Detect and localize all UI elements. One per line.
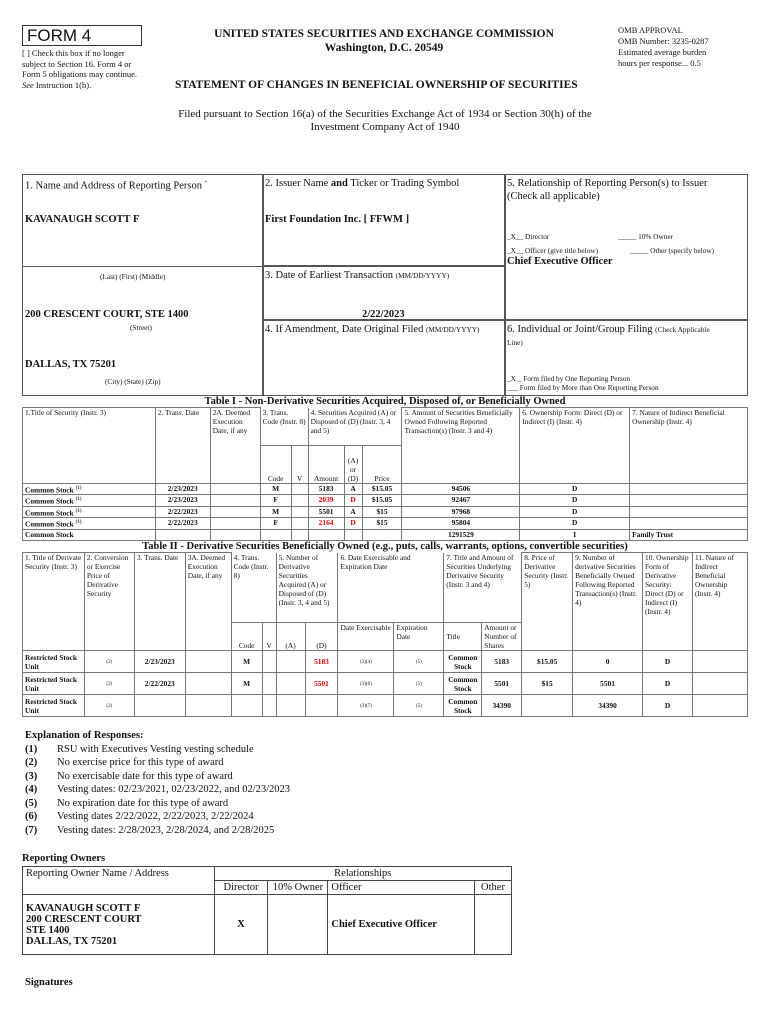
t1-sub-amount: Amount <box>308 446 344 484</box>
footnote-ref[interactable]: (3)(4) <box>360 660 372 665</box>
officer-title: Chief Executive Officer <box>507 256 613 267</box>
t1-price: $15.05 <box>362 495 402 506</box>
t2-d: 5183 <box>305 651 338 673</box>
t2-title: Restricted Stock Unit <box>23 695 85 717</box>
explanation-block <box>25 729 290 837</box>
t2-utitle: Common Stock <box>444 651 482 673</box>
t1-form: I <box>520 529 630 540</box>
agency-name: UNITED STATES SECURITIES AND EXCHANGE COMMISSION Washington, D.C. 20549 <box>214 28 554 54</box>
t1-date: 2/23/2023 <box>155 484 210 495</box>
t2-sub-exp: Expiration Date <box>394 623 444 651</box>
t1-owned: 95804 <box>402 518 520 529</box>
t1-form: D <box>520 484 630 495</box>
earliest-date: 2/22/2023 <box>362 309 405 320</box>
footnote-item: (1) RSU with Executives Vesting vesting schedule <box>25 743 254 755</box>
t2-price <box>522 695 573 717</box>
t1-price: $15 <box>362 518 402 529</box>
t1-title: Common Stock $^{(1)}$ <box>23 506 156 517</box>
filing-option-one: _X _ Form filed by One Reporting Person <box>507 374 631 383</box>
t2-a <box>276 695 305 717</box>
t1-title: Common Stock $^{(1)}$ <box>23 518 156 529</box>
t2-h10: 10. Ownership Form of Derivative Security: Direct (D) or Indirect (I) (Instr. 4) <box>643 553 693 651</box>
t2-sub-a: (A) <box>276 623 305 651</box>
footnote-ref[interactable]: (3)(7) <box>360 704 372 709</box>
t1-ad: D <box>344 495 362 506</box>
footnote-item: (3) No exercisable date for this type of award <box>25 770 233 782</box>
t1-nature <box>630 518 748 529</box>
t2-owned: 5501 <box>573 673 643 695</box>
t2-form: D <box>643 651 693 673</box>
t1-code <box>260 529 291 540</box>
t1-nature <box>630 495 748 506</box>
footnote-item: (2) No exercise price for this type of award <box>25 757 224 768</box>
t1-amount: 2164 <box>308 518 344 529</box>
t2-date: 2/23/2023 <box>134 651 185 673</box>
t1-owned: 92467 <box>402 495 520 506</box>
t1-ad <box>344 529 362 540</box>
t1-form: D <box>520 506 630 517</box>
t2-row <box>23 673 748 695</box>
t1-amount: 2039 <box>308 495 344 506</box>
t2-h1: 1. Title of Derivate Security (Instr. 3) <box>23 553 85 651</box>
t2-price: $15 <box>522 673 573 695</box>
t2-h2: 2. Conversion or Exercise Price of Derivative Security <box>84 553 134 651</box>
t2-h6: 6. Date Exercisable and Expiration Date <box>338 553 444 623</box>
t2-code <box>231 695 262 717</box>
t1-form: D <box>520 518 630 529</box>
owner-director-mark: X <box>214 895 268 955</box>
t2-utitle: Common Stock <box>444 695 482 717</box>
t2-exer <box>338 695 394 717</box>
t1-code: M <box>260 484 291 495</box>
omb-approval: OMB APPROVAL OMB Number: 3235-0287 Estimated average burden hours per response... 0.5 <box>618 25 709 68</box>
owners-col-director: Director <box>214 881 268 895</box>
t2-sub-exer: Date Exercisable <box>338 623 394 651</box>
t2-h11: 11. Nature of Indirect Beneficial Ownership (Instr. 4) <box>692 553 747 651</box>
t1-deemed <box>210 529 260 540</box>
city-label: (City) (State) (Zip) <box>105 377 161 386</box>
t1-date <box>155 529 210 540</box>
t2-exer <box>338 651 394 673</box>
form-title: FORM 4 <box>22 25 142 46</box>
t2-owned: 0 <box>573 651 643 673</box>
filed-pursuant: Filed pursuant to Section 16(a) of the Securities Exchange Act of 1934 or Section 30(h) of the Investment Company Act of 1940 <box>178 108 592 133</box>
footnote-item: (7) Vesting dates: 2/28/2023, 2/28/2024, and 2/28/2025 <box>25 824 275 836</box>
t2-h3: 3. Trans. Date <box>134 553 185 651</box>
t1-code: F <box>260 495 291 506</box>
t2-h9: 9. Number of derivative Securities Beneficially Owned Following Reported Transaction(s) (Instr. 4) <box>573 553 643 651</box>
t2-v <box>262 651 276 673</box>
footnote-ref[interactable]: (5) <box>415 660 422 665</box>
t2-h8: 8. Price of Derivative Security (Instr. 5) <box>522 553 573 651</box>
table2 <box>22 552 748 717</box>
footnote-ref[interactable]: (1) <box>75 486 82 491</box>
t2-h4: 4. Trans. Code (Instr. 8) <box>231 553 276 623</box>
t1-ad: A <box>344 484 362 495</box>
t2-sub-amt: Amount or Number of Shares <box>482 623 522 651</box>
t1-owned: 94506 <box>402 484 520 495</box>
table2-title: Table II - Derivative Securities Beneficially Owned (e.g., puts, calls, warrants, options, convertible securities) <box>142 541 628 552</box>
t2-exp <box>394 695 444 717</box>
table1 <box>22 407 748 541</box>
box3-label: 3. Date of Earliest Transaction (MM/DD/YYYY) <box>265 270 450 281</box>
t2-v <box>262 673 276 695</box>
officer-check: _X__ Officer (give title below) <box>507 246 599 255</box>
t1-v <box>291 518 308 529</box>
t1-form: D <box>520 495 630 506</box>
t2-conv <box>84 695 134 717</box>
t1-h3: 3. Trans. Code (Instr. 8) <box>260 408 308 446</box>
t2-code: M <box>231 673 262 695</box>
other-check: _____ Other (specify below) <box>630 246 715 255</box>
t2-sub-d: (D) <box>305 623 338 651</box>
reporting-city: DALLAS, TX 75201 <box>25 359 117 370</box>
t2-h3a: 3A. Deemed Execution Date, if any <box>185 553 231 651</box>
t2-deemed <box>185 673 231 695</box>
t1-price: $15 <box>362 506 402 517</box>
t1-sub-code: Code <box>260 446 291 484</box>
statement-title: STATEMENT OF CHANGES IN BENEFICIAL OWNERSHIP OF SECURITIES <box>175 79 578 91</box>
t2-conv <box>84 673 134 695</box>
t1-h5: 5. Amount of Securities Beneficially Owned Following Reported Transaction(s) (Instr. 3 and 4) <box>402 408 520 484</box>
t2-a <box>276 673 305 695</box>
t1-title: Common Stock $^{(1)}$ <box>23 495 156 506</box>
street-label: (Street) <box>130 323 152 332</box>
t1-sub-ad: (A) or (D) <box>344 446 362 484</box>
owners-col-officer: Officer <box>328 881 475 895</box>
t1-ad: A <box>344 506 362 517</box>
t1-deemed <box>210 518 260 529</box>
ten-owner-check: _____ 10% Owner <box>618 232 674 241</box>
box5-label: 5. Relationship of Reporting Person(s) to Issuer (Check all applicable) <box>507 178 708 202</box>
footnote-ref[interactable]: (1) <box>75 520 82 526</box>
t2-row <box>23 651 748 673</box>
t2-code: M <box>231 651 262 673</box>
t1-row <box>23 506 748 517</box>
owner-name-address: KAVANAUGH SCOTT F 200 CRESCENT COURT STE 1400 DALLAS, TX 75201 <box>23 895 215 955</box>
t2-title: Restricted Stock Unit <box>23 651 85 673</box>
footnote-ref[interactable]: (1) <box>75 508 82 514</box>
t1-row <box>23 518 748 529</box>
box2-label: 2. Issuer Name and Ticker or Trading Symbol <box>265 178 460 189</box>
t1-deemed <box>210 495 260 506</box>
t2-h5: 5. Number of Derivative Securities Acquired (A) or Disposed of (D) (Instr. 3, 4 and 5) <box>276 553 338 623</box>
t2-sub-title: Title <box>444 623 482 651</box>
t1-amount: 5501 <box>308 506 344 517</box>
footnote-ref[interactable]: (5) <box>415 682 422 687</box>
t1-deemed <box>210 506 260 517</box>
t1-row <box>23 495 748 506</box>
director-check: _X__ Director <box>507 232 550 241</box>
t2-date <box>134 695 185 717</box>
t2-form: D <box>643 673 693 695</box>
t2-form: D <box>643 695 693 717</box>
t1-nature: Family Trust <box>630 529 748 540</box>
explanation-title: Explanation of Responses: <box>25 730 144 741</box>
owners-col-name: Reporting Owner Name / Address <box>23 867 215 895</box>
owners-col-ten: 10% Owner <box>268 881 328 895</box>
box4-label: 4. If Amendment, Date Original Filed (MM/DD/YYYY) <box>265 324 480 335</box>
t2-date: 2/22/2023 <box>134 673 185 695</box>
t1-sub-price: Price <box>362 446 402 484</box>
box6-label: 6. Individual or Joint/Group Filing (Check Applicable Line) <box>507 324 710 347</box>
t1-owned: 97968 <box>402 506 520 517</box>
t1-date: 2/22/2023 <box>155 518 210 529</box>
footnote-item: (6) Vesting dates 2/22/2022, 2/22/2023, 2/22/2024 <box>25 811 254 822</box>
t1-title: Common Stock $^{(1)}$ <box>23 484 156 495</box>
t1-h4: 4. Securities Acquired (A) or Disposed of (D) (Instr. 3, 4 and 5) <box>308 408 402 446</box>
owner-officer-title: Chief Executive Officer <box>328 895 475 955</box>
footnote-ref[interactable]: (2) <box>106 682 113 687</box>
t2-uamt: 34390 <box>482 695 522 717</box>
t2-row <box>23 695 748 717</box>
t1-code: M <box>260 506 291 517</box>
t2-uamt: 5501 <box>482 673 522 695</box>
t1-row <box>23 529 748 540</box>
t2-sub-v: V <box>262 623 276 651</box>
filing-option-multi: ___ Form filed by More than One Reporting Person <box>507 383 659 392</box>
t2-d: 5501 <box>305 673 338 695</box>
owners-col-rel: Relationships <box>214 867 511 881</box>
t2-deemed <box>185 695 231 717</box>
footnote-item: (5) No expiration date for this type of award <box>25 797 229 809</box>
reporting-person-name: KAVANAUGH SCOTT F <box>25 214 140 225</box>
reporting-owners-table <box>22 866 512 955</box>
t1-v <box>291 495 308 506</box>
t1-nature <box>630 484 748 495</box>
t2-deemed <box>185 651 231 673</box>
t1-v <box>291 484 308 495</box>
t1-h6: 6. Ownership Form: Direct (D) or Indirect (I) (Instr. 4) <box>520 408 630 484</box>
t2-utitle: Common Stock <box>444 673 482 695</box>
footnote-item: (4) Vesting dates: 02/23/2021, 02/23/2022, and 02/23/2023 <box>25 784 291 795</box>
reporting-owners-title: Reporting Owners <box>22 853 106 864</box>
footnote-ref[interactable]: (2) <box>106 704 113 709</box>
t1-row <box>23 484 748 495</box>
t1-v <box>291 529 308 540</box>
t2-d <box>305 695 338 717</box>
owners-col-other: Other <box>474 881 511 895</box>
t2-conv <box>84 651 134 673</box>
box1-label: 1. Name and Address of Reporting Person * <box>25 180 208 192</box>
t2-a <box>276 651 305 673</box>
t1-price: $15.05 <box>362 484 402 495</box>
table1-title: Table I - Non-Derivative Securities Acquired, Disposed of, or Beneficially Owned <box>204 396 566 407</box>
t1-h2a: 2A. Deemed Execution Date, if any <box>210 408 260 484</box>
t2-title: Restricted Stock Unit <box>23 673 85 695</box>
issuer-name: First Foundation Inc. [ FFWM ] <box>265 214 410 225</box>
t2-sub-code: Code <box>231 623 262 651</box>
t2-price: $15.05 <box>522 651 573 673</box>
t1-h7: 7. Nature of Indirect Beneficial Ownership (Instr. 4) <box>630 408 748 484</box>
t1-amount: 5183 <box>308 484 344 495</box>
t1-date: 2/22/2023 <box>155 506 210 517</box>
t2-nature <box>692 695 747 717</box>
reporting-street: 200 CRESCENT COURT, STE 1400 <box>25 309 189 320</box>
footnote-ref[interactable]: (5) <box>415 704 422 709</box>
t1-h2: 2. Trans. Date <box>155 408 210 484</box>
footnote-ref[interactable]: (3)(6) <box>360 682 372 687</box>
t2-exp <box>394 651 444 673</box>
t1-h1: 1.Title of Security (Instr. 3) <box>23 408 156 484</box>
footnote-ref[interactable]: (1) <box>75 497 82 503</box>
t1-amount <box>308 529 344 540</box>
t2-uamt: 5183 <box>482 651 522 673</box>
t1-nature <box>630 506 748 517</box>
checkbox-instruction: [ ] Check this box if no longer subject to Section 16. Form 4 or Form 5 obligations may continue. See Instruction 1(b). <box>22 48 137 90</box>
t1-title: Common Stock <box>23 529 156 540</box>
t2-nature <box>692 651 747 673</box>
t1-code: F <box>260 518 291 529</box>
t2-exp <box>394 673 444 695</box>
t2-h7: 7. Title and Amount of Securities Underlying Derivative Security (Instr. 3 and 4) <box>444 553 522 623</box>
t2-exer <box>338 673 394 695</box>
t2-owned: 34390 <box>573 695 643 717</box>
signatures-heading: Signatures <box>25 977 73 988</box>
t1-date: 2/23/2023 <box>155 495 210 506</box>
t2-nature <box>692 673 747 695</box>
t1-ad: D <box>344 518 362 529</box>
t1-v <box>291 506 308 517</box>
t1-deemed <box>210 484 260 495</box>
t2-v <box>262 695 276 717</box>
t1-price <box>362 529 402 540</box>
t1-sub-v: V <box>291 446 308 484</box>
footnote-ref[interactable]: (2) <box>106 660 113 665</box>
name-parts-label: (Last) (First) (Middle) <box>100 272 166 281</box>
t1-owned: 1291529 <box>402 529 520 540</box>
